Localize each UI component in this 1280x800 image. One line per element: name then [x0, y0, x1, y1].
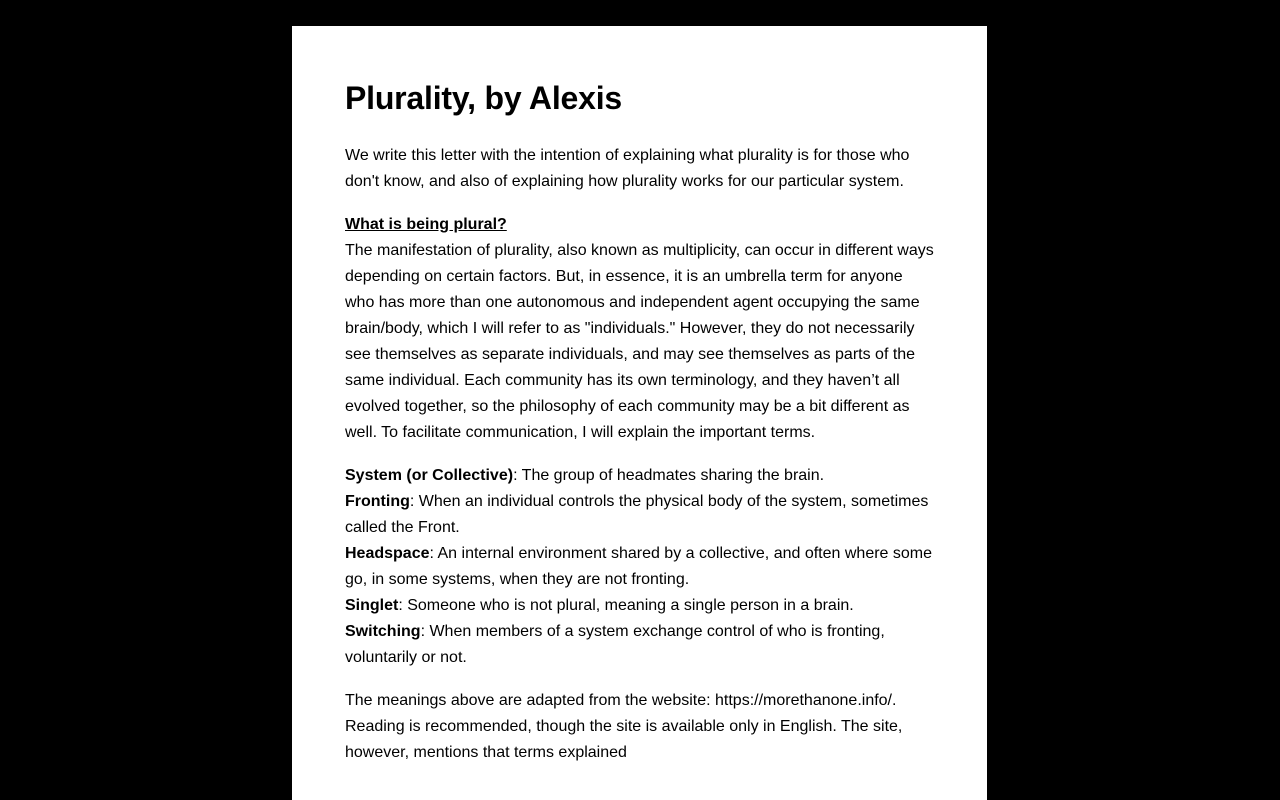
definition-text: : When members of a system exchange control of who is fronting, voluntarily or not.	[345, 623, 885, 666]
definition-term: Singlet	[345, 597, 399, 614]
source-paragraph: The meanings above are adapted from the website: https://morethanone.info/. Reading is recommended, though the site is available only in English. The site, however, mentions that terms explained	[345, 692, 903, 761]
definition-text: : Someone who is not plural, meaning a single person in a brain.	[398, 597, 854, 614]
definition-term: Headspace	[345, 545, 430, 562]
definition-item	[345, 619, 935, 671]
intro-paragraph: We write this letter with the intention of explaining what plurality is for those who don't know, and also of explaining how plurality works for our particular system.	[345, 147, 910, 190]
definition-text: : The group of headmates sharing the brain.	[513, 467, 825, 484]
document-page	[292, 26, 987, 800]
section-body-what-is-being-plural: The manifestation of plurality, also known as multiplicity, can occur in different ways depending on certain factors. But, in essence, it is an umbrella term for anyone who has more than one autonomous and independent agent occupying the same brain/body, which I will refer to as "individuals." However, they do not necessarily see themselves as separate individuals, and may see themselves as parts of the same individual. Each community has its own terminology, and they haven’t all evolved together, so the philosophy of each community may be a bit different as well. To facilitate communication, I will explain the important terms.	[345, 242, 934, 441]
definition-term: Switching	[345, 623, 421, 640]
definition-text: : An internal environment shared by a collective, and often where some go, in some systems, when they are not fronting.	[345, 545, 933, 588]
section-what-is-being-plural	[345, 212, 934, 446]
section-heading-what-is-being-plural: What is being plural?	[345, 216, 507, 233]
definition-item	[345, 593, 935, 619]
definition-item	[345, 463, 935, 489]
definition-text: : When an individual controls the physical body of the system, sometimes called the Front.	[345, 493, 929, 536]
definitions-list	[345, 463, 935, 671]
page-title: Plurality, by Alexis	[345, 80, 623, 116]
definition-term: Fronting	[345, 493, 410, 510]
definition-term: System (or Collective)	[345, 467, 514, 484]
definition-item	[345, 489, 935, 541]
definition-item	[345, 541, 935, 593]
